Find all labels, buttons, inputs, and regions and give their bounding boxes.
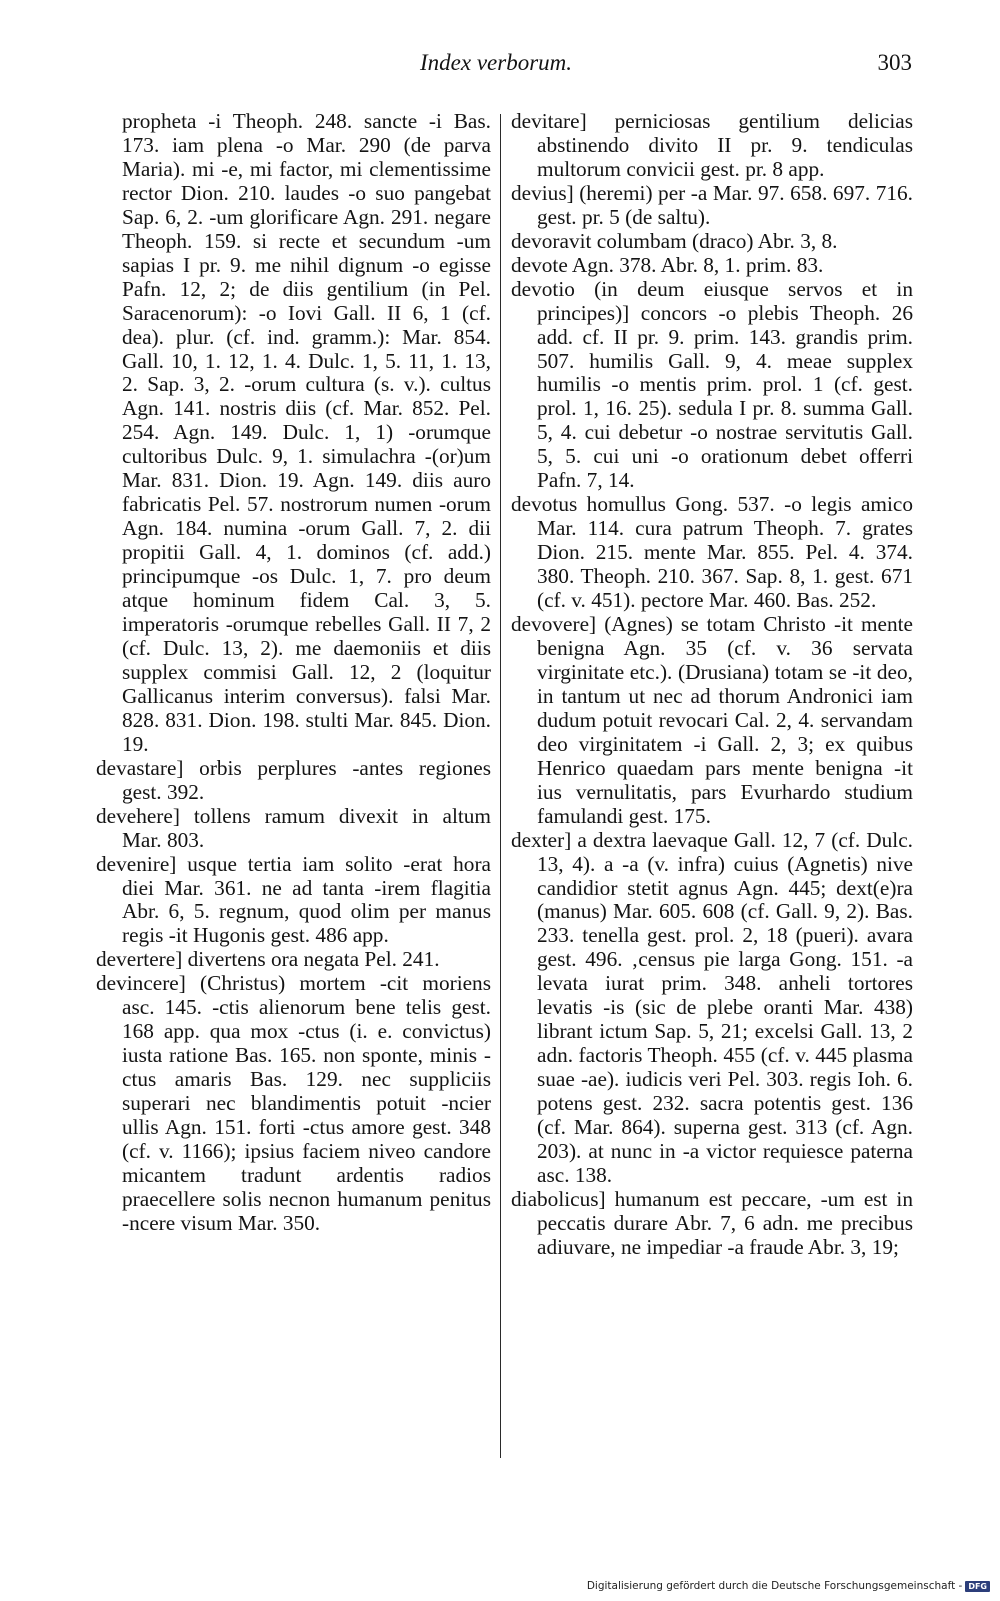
running-title: Index verborum. [420,50,573,75]
index-entry: devovere] (Agnes) se totam Christo -it mente benigna Agn. 35 (cf. v. 36 servata virginitate etc.). (Drusiana) totam se -it deo, in tantum ut nec ad thorum Andronici iam dudum potuit revocari Cal. 2, 4. servandam deo virginitatem -i Gall. 2, 3; ex quibus Henrico quaedam pars mente benigna -it ius vernulitatis, pars Evurhardo studium famulandi gest. 175. [511,612,913,828]
index-entry: propheta -i Theoph. 248. sancte -i Bas. 173. iam plena -o Mar. 290 (de parva Maria). mi -e, mi factor, mi clementissime rector Dion. 210. laudes -o suo pangebat Sap. 6, 2. -um glorificare Agn. 291. negare Theoph. 159. si recte et secundum -um sapias I pr. 9. me nihil dignum -o egisse Pafn. 12, 2; de diis gentilium (in Pel. Saracenorum): -o Iovi Gall. II 6, 1 (cf. dea). plur. (cf. ind. gramm.): Mar. 854. Gall. 10, 1. 12, 1. 4. Dulc. 1, 5. 11, 1. 13, 2. Sap. 3, 2. -orum cultura (s. v.). cultus Agn. 141. nostris diis (cf. Mar. 852. Pel. 254. Agn. 149. Dulc. 1, 1) -orumque cultoribus Dulc. 9, 1. simulachra -(or)um Mar. 831. Dion. 19. Agn. 149. diis auro fabricatis Pel. 57. nostrorum numen -orum Agn. 184. numina -orum Gall. 7, 2. dii propitii Gall. 4, 1. dominos (cf. add.) principumque -os Dulc. 1, 7. pro deum atque hominum fidem Cal. 3, 5. imperatoris -orumque rebelles Gall. II 7, 2 (cf. Dulc. 13, 2). me daemoniis et diis supplex commisi Gall. 12, 2 (loquitur Gallicanus interim conversus). falsi Mar. 828. 831. Dion. 198. stulti Mar. 845. Dion. 19. [122,109,491,756]
index-entry: devitare] perniciosas gentilium delicias abstinendo divito II pr. 9. tendiculas multorum convicii gest. pr. 8 app. [511,109,913,181]
dfg-logo: DFG [965,1581,990,1592]
index-entry: devincere] (Christus) mortem -cit moriens asc. 145. -ctis alienorum bene telis gest. 168 app. qua mox -ctus (i. e. convictus) iusta ratione Bas. 165. non sponte, minis -ctus amaris Bas. 129. nec suppliciis superari nec blandimentis potuit -ncier ullis Agn. 151. forti -ctus amore gest. 348 (cf. v. 1166); ipsius faciem niveo candore micantem tradunt ardentis radios praecellere solis necnon humanum penitus -ncere visum Mar. 350. [96,971,491,1235]
index-entry: devehere] tollens ramum divexit in altum Mar. 803. [96,803,491,852]
index-entry: diabolicus] humanum est peccare, -um est in peccatis durare Abr. 7, 6 adn. me precibus adiuvare, ne impediar -a fraude Abr. 3, 19; [511,1186,913,1259]
footer [587,1580,990,1592]
index-entry: devoravit columbam (draco) Abr. 3, 8. [511,228,838,253]
index-entry: devenire] usque tertia iam solito -erat hora diei Mar. 361. ne ad tanta -irem flagitia Abr. 6, 5. regnum, quod olim per manus regis -it Hugonis gest. 486 app. [96,851,491,948]
left-column [96,110,491,1236]
page-header [0,50,1000,86]
index-entry: devastare] orbis perplures -antes regiones gest. 392. [96,755,491,804]
index-entry: devotio (in deum eiusque servos et in principes)] concors -o plebis Theoph. 26 add. cf. II pr. 9. prim. 143. grandis prim. 507. humilis Gall. 9, 4. meae supplex humilis -o mentis prim. prol. 1 (cf. gest. prol. 1, 16. 25). sedula I pr. 8. summa Gall. 5, 4. cui debetur -o nostrae servitutis Gall. 5, 5. cui uni -o orationum debet offerri Pafn. 7, 14. [511,276,913,493]
right-column [511,110,913,1260]
funding-note: Digitalisierung gefördert durch die Deutsche Forschungsgemeinschaft - [586,1580,963,1592]
index-entry: devertere] divertens ora negata Pel. 241. [96,947,440,972]
index-entry: dexter] a dextra laevaque Gall. 12, 7 (cf. Dulc. 13, 4). a -a (v. infra) cuius (Agnetis) nive candidior stetit agnus Agn. 445; dext(e)ra (manus) Mar. 605. 608 (cf. Gall. 9, 2). Bas. 233. tenella gest. prol. 2, 18 (pueri). avara gest. 496. ‚census pie larga Gong. 151. -a levata iurat prim. 348. anheli tortores levatis -is (sic de plebe oranti Mar. 438) librant ictum Sap. 5, 21; excelsi Gall. 13, 2 adn. factoris Theoph. 455 (cf. v. 445 plasma suae -ae). iudicis veri Pel. 303. regis Ioh. 6. potens gest. 232. sacra potentis gest. 136 (cf. Mar. 864). superna gest. 313 (cf. Agn. 203). at nunc in -a victor requiesce paterna asc. 138. [511,827,913,1187]
column-divider [500,114,501,1458]
index-entry: devius] (heremi) per -a Mar. 97. 658. 697. 716. gest. pr. 5 (de saltu). [511,180,913,229]
index-entry: devote Agn. 378. Abr. 8, 1. prim. 83. [511,252,824,277]
index-entry: devotus homullus Gong. 537. -o legis amico Mar. 114. cura patrum Theoph. 7. grates Dion. 215. mente Mar. 855. Pel. 4. 374. 380. Theoph. 210. 367. Sap. 8, 1. gest. 671 (cf. v. 451). pectore Mar. 460. Bas. 252. [511,492,913,613]
page-number: 303 [877,50,912,75]
